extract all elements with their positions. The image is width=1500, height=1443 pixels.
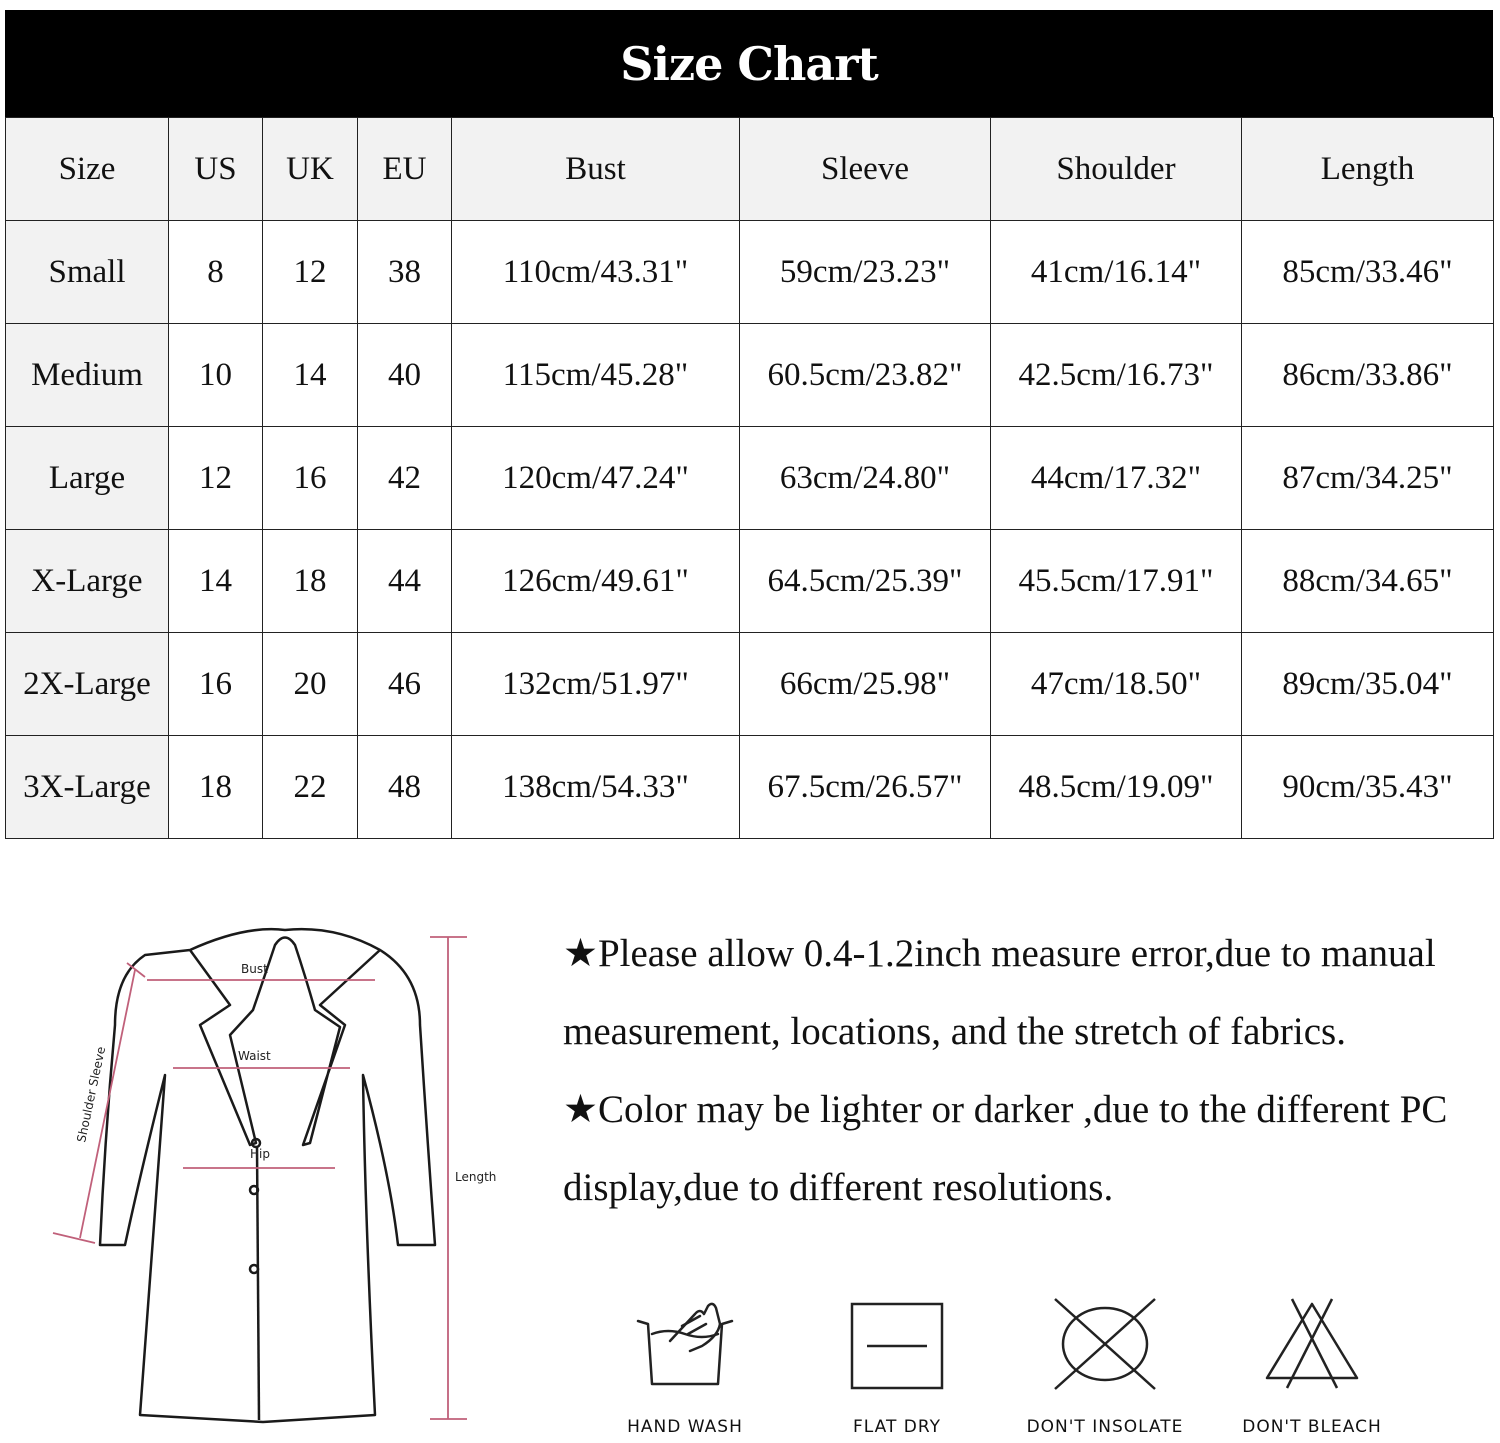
note-measure-error: ★Please allow 0.4-1.2inch measure error,due to manual measurement, locations, and the stretch of fabrics. [563,932,1436,1053]
care-label: DON'T INSOLATE [1026,1417,1184,1437]
dont-insolate-icon [1050,1296,1160,1391]
sleeve-cell: 60.5cm/23.82" [740,324,991,427]
us-cell: 12 [169,427,263,530]
table-row [6,736,1494,839]
uk-cell: 16 [263,427,358,530]
length-cell: 90cm/35.43" [1242,736,1494,839]
us-cell: 8 [169,221,263,324]
uk-cell: 12 [263,221,358,324]
shoulder-cell: 41cm/16.14" [991,221,1242,324]
care-dont-bleach [1232,1296,1392,1437]
uk-cell: 22 [263,736,358,839]
table-row [6,221,1494,324]
size-cell: Medium [6,324,169,427]
length-cell: 89cm/35.04" [1242,633,1494,736]
length-label: Length [455,1170,497,1184]
hip-label: Hip [250,1147,270,1161]
length-cell: 87cm/34.25" [1242,427,1494,530]
shoulder-cell: 48.5cm/19.09" [991,736,1242,839]
table-row [6,324,1494,427]
header-sleeve: Sleeve [740,118,991,221]
uk-cell: 14 [263,324,358,427]
size-table [5,117,1494,839]
bust-label: Bust [241,962,268,976]
length-cell: 85cm/33.46" [1242,221,1494,324]
size-cell: 3X-Large [6,736,169,839]
us-cell: 14 [169,530,263,633]
length-cell: 86cm/33.86" [1242,324,1494,427]
table-header-row [6,118,1494,221]
sleeve-cell: 66cm/25.98" [740,633,991,736]
eu-cell: 48 [358,736,452,839]
coat-outline [100,929,435,1422]
care-label: HAND WASH [627,1417,743,1437]
bust-cell: 132cm/51.97" [452,633,740,736]
us-cell: 16 [169,633,263,736]
coat-measurement-diagram [45,915,515,1435]
sleeve-cell: 63cm/24.80" [740,427,991,530]
bust-cell: 138cm/54.33" [452,736,740,839]
hand-wash-icon [630,1296,740,1391]
eu-cell: 46 [358,633,452,736]
button [250,1265,258,1273]
length-cell: 88cm/34.65" [1242,530,1494,633]
waist-label: Waist [238,1049,271,1063]
care-label: FLAT DRY [853,1417,941,1437]
eu-cell: 38 [358,221,452,324]
care-dont-insolate [1025,1296,1185,1437]
eu-cell: 40 [358,324,452,427]
header-uk: UK [263,118,358,221]
header-length: Length [1242,118,1494,221]
bust-cell: 120cm/47.24" [452,427,740,530]
sleeve-cell: 64.5cm/25.39" [740,530,991,633]
bust-cell: 110cm/43.31" [452,221,740,324]
size-cell: Large [6,427,169,530]
button [250,1186,258,1194]
size-cell: X-Large [6,530,169,633]
table-row [6,530,1494,633]
eu-cell: 42 [358,427,452,530]
care-flat-dry [817,1296,977,1437]
shoulder-cell: 45.5cm/17.91" [991,530,1242,633]
care-label: DON'T BLEACH [1242,1417,1382,1437]
shoulder-cell: 44cm/17.32" [991,427,1242,530]
notes [563,915,1483,1227]
flat-dry-icon [842,1296,952,1391]
note-color: ★Color may be lighter or darker ,due to the different PC display,due to different resolutions. [563,1088,1448,1209]
header-bust: Bust [452,118,740,221]
bust-cell: 126cm/49.61" [452,530,740,633]
eu-cell: 44 [358,530,452,633]
bust-cell: 115cm/45.28" [452,324,740,427]
table-row [6,633,1494,736]
size-chart-title-bar [5,10,1493,117]
size-cell: 2X-Large [6,633,169,736]
table-row [6,427,1494,530]
care-hand-wash [605,1296,765,1437]
shoulder-cell: 47cm/18.50" [991,633,1242,736]
us-cell: 10 [169,324,263,427]
shoulder-tick-bottom [53,1233,95,1243]
page-title: Size Chart [620,36,878,91]
lapel-outline [190,938,380,1146]
header-shoulder: Shoulder [991,118,1242,221]
uk-cell: 20 [263,633,358,736]
sleeve-cell: 59cm/23.23" [740,221,991,324]
uk-cell: 18 [263,530,358,633]
shoulder-cell: 42.5cm/16.73" [991,324,1242,427]
header-us: US [169,118,263,221]
us-cell: 18 [169,736,263,839]
header-eu: EU [358,118,452,221]
shoulder-sleeve-label: Shoulder Sleeve [74,1045,109,1144]
dont-bleach-icon [1257,1296,1367,1391]
size-cell: Small [6,221,169,324]
sleeve-cell: 67.5cm/26.57" [740,736,991,839]
header-size: Size [6,118,169,221]
